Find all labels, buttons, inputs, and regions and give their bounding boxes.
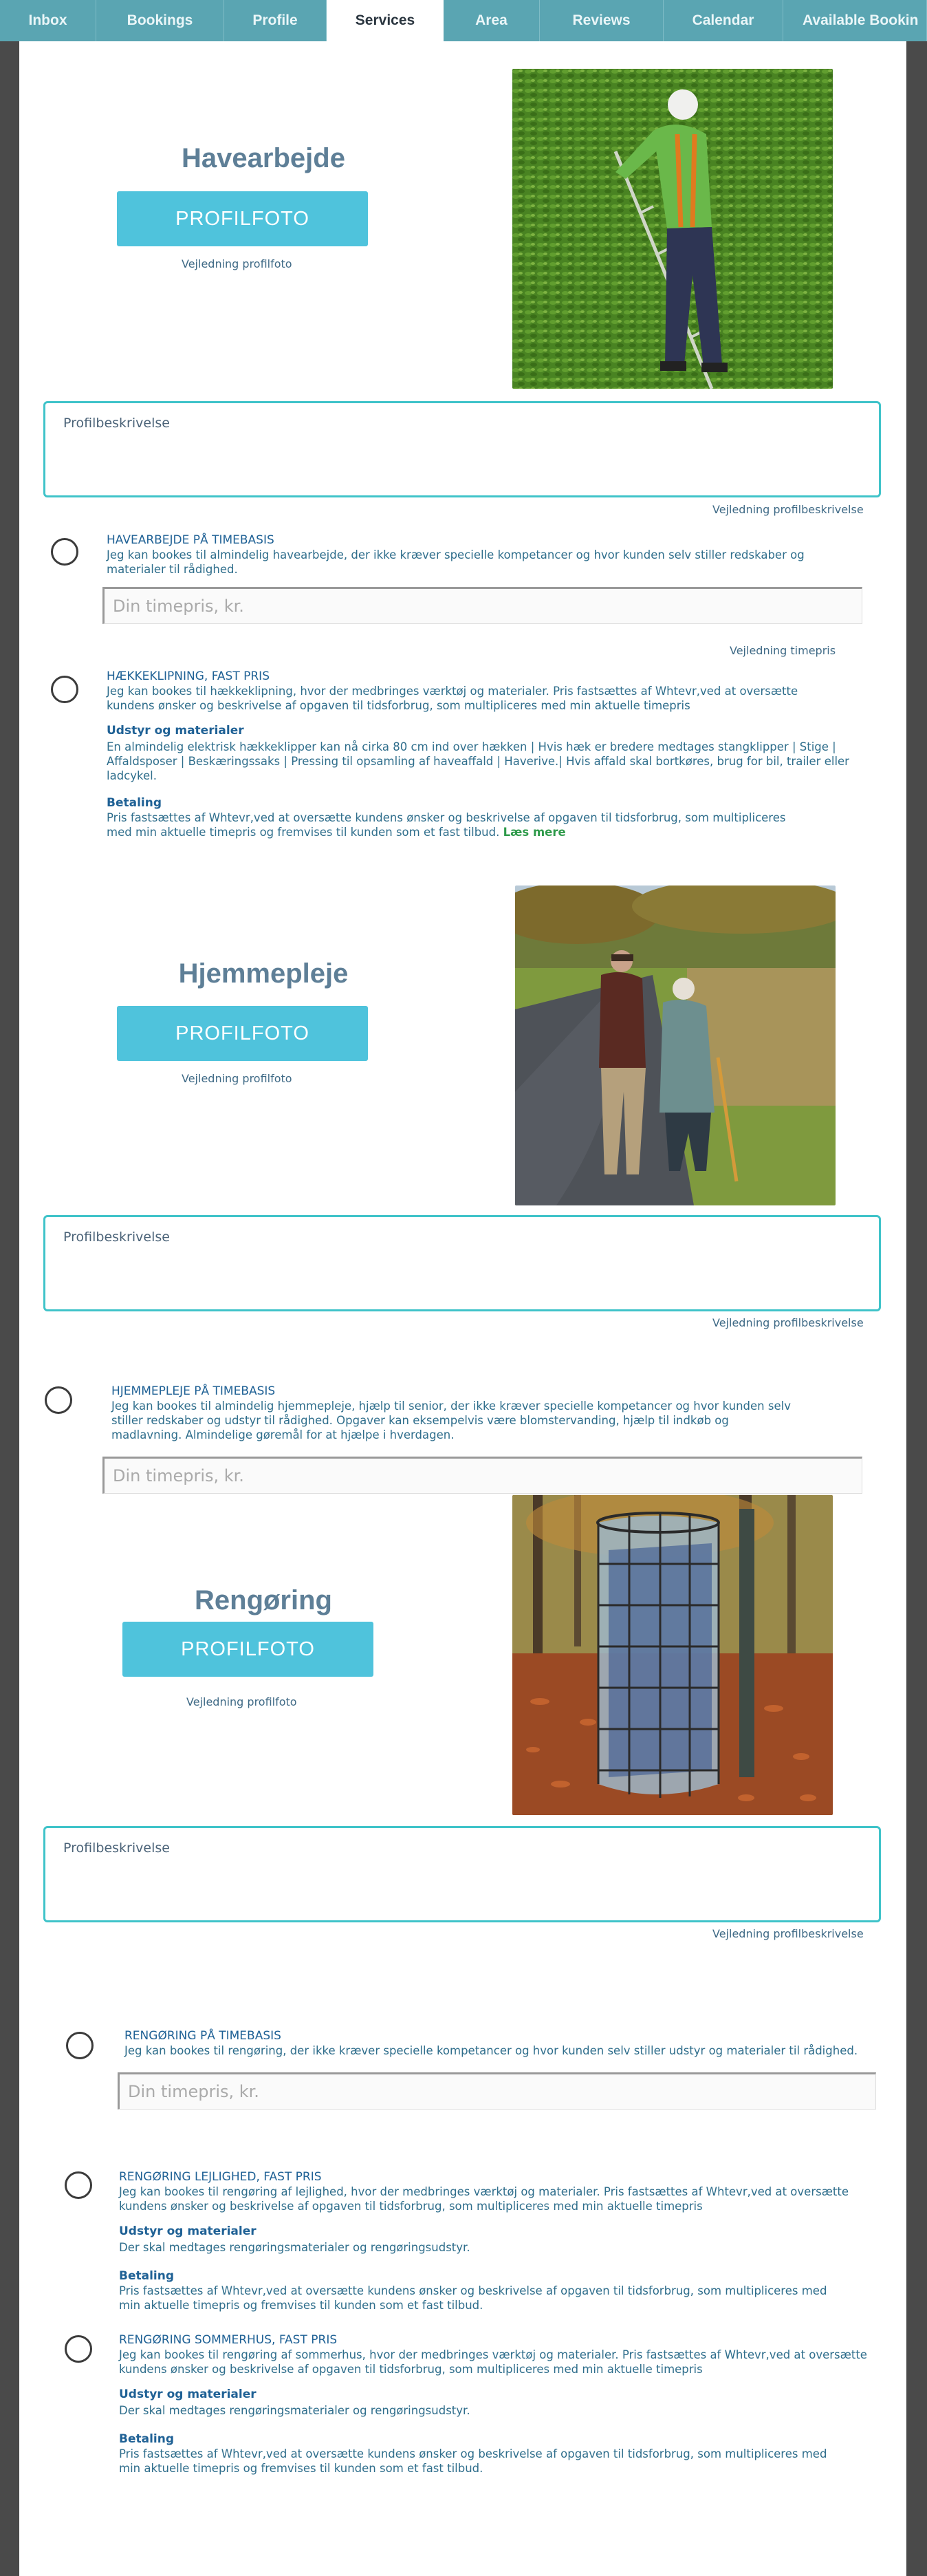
profile-description-label: Profilbeskrivelse [63, 1230, 170, 1245]
elderly-couple-photo [515, 886, 836, 1205]
profile-photo-button[interactable]: PROFILFOTO [122, 1622, 373, 1677]
payment-text [107, 811, 808, 839]
payment-heading: Betaling [107, 796, 162, 810]
services-content [19, 41, 906, 2576]
equipment-text: En almindelig elektrisk hækkeklipper kan nå cirka 80 cm ind over hækken | Hvis hæk er bredere medtages stangklipper | Stige | Affaldsposer | Beskæringssaks | Pressing til opsamling af haveaffald | Haverive.| Hvis affald skal bortkøres, brug for bil, trailer eller ladcykel. [107, 740, 849, 782]
hourly-price-input[interactable] [102, 587, 862, 624]
tab-area[interactable]: Area [444, 0, 540, 41]
hourly-price-input[interactable] [102, 1457, 862, 1494]
service-option-radio[interactable] [45, 1386, 72, 1414]
profile-description-field[interactable] [43, 401, 881, 497]
service-option-radio[interactable] [66, 2032, 94, 2059]
payment-heading: Betaling [119, 2432, 175, 2446]
option-description: Jeg kan bookes til almindelig havearbejde, der ikke kræver specielle kompetancer og hvor kunden selv stiller redskaber og materialer til rådighed. [107, 548, 805, 576]
service-option-radio[interactable] [51, 676, 78, 703]
service-option-radio[interactable] [51, 538, 78, 566]
option-title: RENGØRING PÅ TIMEBASIS [124, 2029, 281, 2043]
profile-description-label: Profilbeskrivelse [63, 1840, 170, 1856]
profile-description-guide-link[interactable]: Vejledning profilbeskrivelse [712, 1316, 864, 1329]
profile-description-label: Profilbeskrivelse [63, 416, 170, 431]
profile-description-guide-link[interactable]: Vejledning profilbeskrivelse [712, 1927, 864, 1940]
option-title: HÆKKEKLIPNING, FAST PRIS [107, 669, 270, 683]
profile-photo-button[interactable]: PROFILFOTO [117, 191, 368, 246]
hourly-price-input[interactable] [118, 2072, 876, 2110]
gardener-photo [512, 69, 833, 389]
equipment-heading: Udstyr og materialer [107, 724, 244, 738]
equipment-heading: Udstyr og materialer [119, 2224, 257, 2238]
option-description: Jeg kan bookes til rengøring af sommerhus, hvor der medbringes værktøj og materialer. Pris fastsættes af Whtevr,ved at oversætte kundens ønsker og beskrivelse af opgaven til tidsforbrug, som multipliceres med min aktuelle timepris [119, 2348, 867, 2376]
option-description: Jeg kan bookes til almindelig hjemmepleje, hjælp til senior, der ikke kræver specielle kompetancer og hvor kunden selv stiller redskaber og udstyr til rådighed. Opgaver kan eksempelvis være blomstervanding, hjælp til indkøb og madlavning. Almindelige gøremål for at hjælpe i hverdagen. [111, 1399, 791, 1441]
tab-available-bookings[interactable]: Available Bookin [783, 0, 927, 41]
top-navigation [0, 0, 927, 41]
hourly-price-guide-link[interactable]: Vejledning timepris [730, 644, 836, 657]
tab-reviews[interactable]: Reviews [540, 0, 664, 41]
option-description: Jeg kan bookes til rengøring, der ikke kræver specielle kompetancer og hvor kunden selv stiller udstyr og materialer til rådighed. [124, 2044, 858, 2057]
tab-calendar[interactable]: Calendar [664, 0, 783, 41]
tab-profile[interactable]: Profile [224, 0, 327, 41]
tab-inbox[interactable]: Inbox [0, 0, 96, 41]
profile-photo-guide-link[interactable]: Vejledning profilfoto [182, 257, 292, 270]
option-description: Jeg kan bookes til hækkeklipning, hvor der medbringes værktøj og materialer. Pris fastsættes af Whtevr,ved at oversætte kundens ønsker og beskrivelse af opgaven til tidsforbrug, som multipliceres med min aktuelle timepris [107, 685, 798, 712]
profile-description-field[interactable] [43, 1215, 881, 1311]
trash-bin-photo [512, 1495, 833, 1815]
read-more-link[interactable]: Læs mere [503, 826, 566, 839]
equipment-text: Der skal medtages rengøringsmaterialer og rengøringsudstyr. [119, 2404, 470, 2417]
service-title: Havearbejde [182, 143, 345, 173]
profile-description-field[interactable] [43, 1826, 881, 1922]
option-title: RENGØRING SOMMERHUS, FAST PRIS [119, 2333, 338, 2347]
profile-photo-guide-link[interactable]: Vejledning profilfoto [186, 1695, 297, 1708]
service-option-radio[interactable] [65, 2335, 92, 2363]
payment-heading: Betaling [119, 2269, 175, 2283]
service-option-radio[interactable] [65, 2171, 92, 2199]
payment-text: Pris fastsættes af Whtevr,ved at oversætte kundens ønsker og beskrivelse af opgaven til tidsforbrug, som multipliceres med min aktuelle timepris og fremvises til kunden som et fast tilbud. [119, 2284, 827, 2312]
payment-text: Pris fastsættes af Whtevr,ved at oversætte kundens ønsker og beskrivelse af opgaven til tidsforbrug, som multipliceres med min aktuelle timepris og fremvises til kunden som et fast tilbud. [119, 2447, 827, 2475]
option-title: HAVEARBEJDE PÅ TIMEBASIS [107, 533, 274, 547]
profile-photo-button[interactable]: PROFILFOTO [117, 1006, 368, 1061]
option-title: HJEMMEPLEJE PÅ TIMEBASIS [111, 1384, 276, 1398]
service-title: Hjemmepleje [178, 958, 349, 989]
profile-photo-guide-link[interactable]: Vejledning profilfoto [182, 1072, 292, 1085]
tab-bookings[interactable]: Bookings [96, 0, 224, 41]
option-description: Jeg kan bookes til rengøring af lejlighed, hvor der medbringes værktøj og materialer. Pris fastsættes af Whtevr,ved at oversætte kundens ønsker og beskrivelse af opgaven til tidsforbrug, som multipliceres med min aktuelle timepris [119, 2185, 849, 2213]
profile-description-guide-link[interactable]: Vejledning profilbeskrivelse [712, 503, 864, 516]
payment-text-body: Pris fastsættes af Whtevr,ved at oversætte kundens ønsker og beskrivelse af opgaven til tidsforbrug, som multipliceres med min aktuelle timepris og fremvises til kunden som et fast tilbud. [107, 811, 786, 839]
page-scrollbar[interactable] [906, 41, 927, 2576]
service-title: Rengøring [195, 1585, 332, 1616]
equipment-heading: Udstyr og materialer [119, 2387, 257, 2401]
equipment-text: Der skal medtages rengøringsmaterialer og rengøringsudstyr. [119, 2241, 470, 2254]
tab-services[interactable]: Services [327, 0, 444, 41]
option-title: RENGØRING LEJLIGHED, FAST PRIS [119, 2170, 322, 2184]
